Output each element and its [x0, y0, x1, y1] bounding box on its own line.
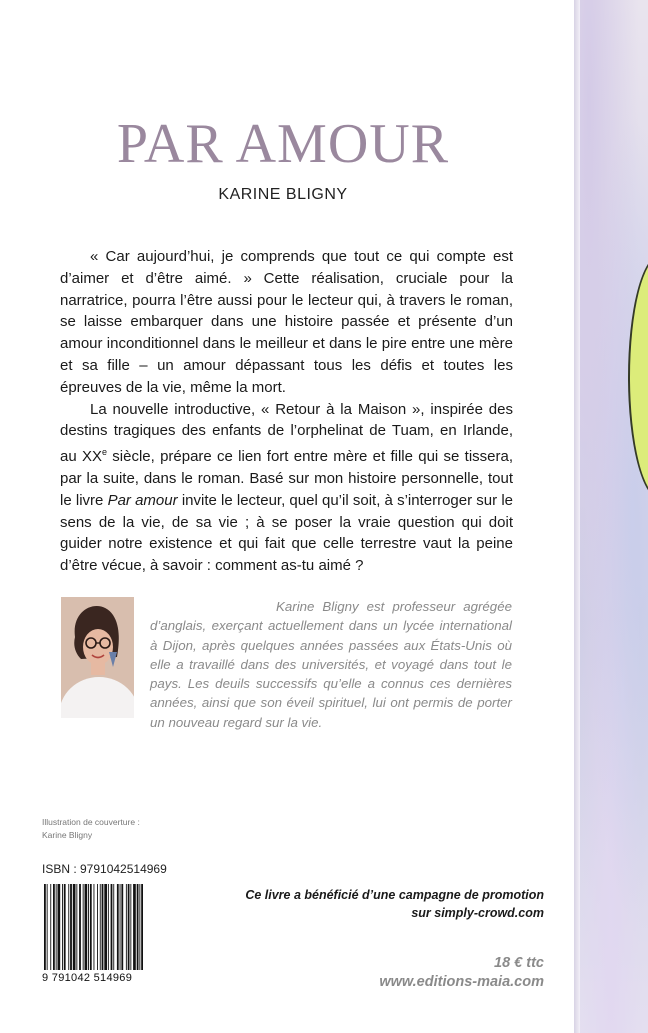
synopsis — [60, 246, 513, 577]
illustration-credit — [42, 816, 140, 842]
isbn-barcode — [42, 884, 166, 986]
author-bio-text: Karine Bligny est professeur agrégée d’anglais, exerçant actuellement dans un lycée international à Dijon, après quelques années passées aux États-Unis où elle a travaillé dans des universités, et voyagé dans tout le pays. Les deuils successifs qu’elle a connus ces dernières années, ainsi que son éveil spirituel, lui ont permis de porter un nouveau regard sur la vie. — [150, 599, 512, 730]
century-superscript: e — [101, 447, 107, 458]
book-title: PAR AMOUR — [116, 113, 450, 175]
synopsis-paragraph-1: « Car aujourd’hui, je comprends que tout ce qui compte est d’aimer et d’être aimé. » Cette réalisation, cruciale pour la narratrice, pourra l’être aussi pour le lecteur qui, à travers le roman, se laisse embarquer dans une histoire passée et présente d’un amour inconditionnel dans le meilleur et dans le pire entre une mère et sa fille – un amour dépassant tous les défis et toutes les épreuves de la vie, même la mort. — [60, 248, 513, 396]
barcode-bars — [42, 884, 166, 972]
author-name: KARINE BLIGNY — [218, 186, 348, 203]
paragraph-2-part-3: invite le lecteur, quel qu’il soit, à s’interroger sur le sens de la vie, de sa vie ; à se poser la vraie question qui doit guider notre existence et qui fait que celle terrestre vaut la peine d’être vécue, à savoir : comment as-tu aimé ? — [60, 491, 514, 575]
cover-illustration-strip — [574, 0, 648, 1033]
promotion-line-2: sur simply-crowd.com — [411, 906, 544, 920]
publisher-website[interactable]: www.editions-maia.com — [379, 974, 544, 990]
isbn-label: ISBN : 9791042514969 — [42, 862, 167, 876]
paragraph-2-part-2: siècle, prépare ce lien fort entre mère et fille qui se tissera, par la suite, dans le roman. Basé sur mon histoire personnelle, tout le livre — [60, 448, 513, 509]
promotion-line-1: Ce livre a bénéficié d’une campagne de promotion — [245, 888, 544, 902]
author-bio — [150, 597, 512, 732]
promotion-note — [245, 886, 544, 922]
barcode-digits: 9 791042 514969 — [42, 972, 133, 984]
paragraph-2-part-1: La nouvelle introductive, « Retour à la Maison », inspirée des destins tragiques des enfants de l’orphelinat de Tuam, en Irlande, au XX — [60, 400, 513, 466]
illustration-credit-label: Illustration de couverture : — [42, 817, 140, 827]
author-photo — [61, 597, 134, 718]
illustration-credit-name: Karine Bligny — [42, 830, 93, 840]
synopsis-paragraph-2 — [60, 399, 513, 577]
spine-edge — [574, 0, 580, 1033]
price: 18 € ttc — [494, 955, 544, 971]
book-title-italic: Par amour — [107, 491, 178, 509]
